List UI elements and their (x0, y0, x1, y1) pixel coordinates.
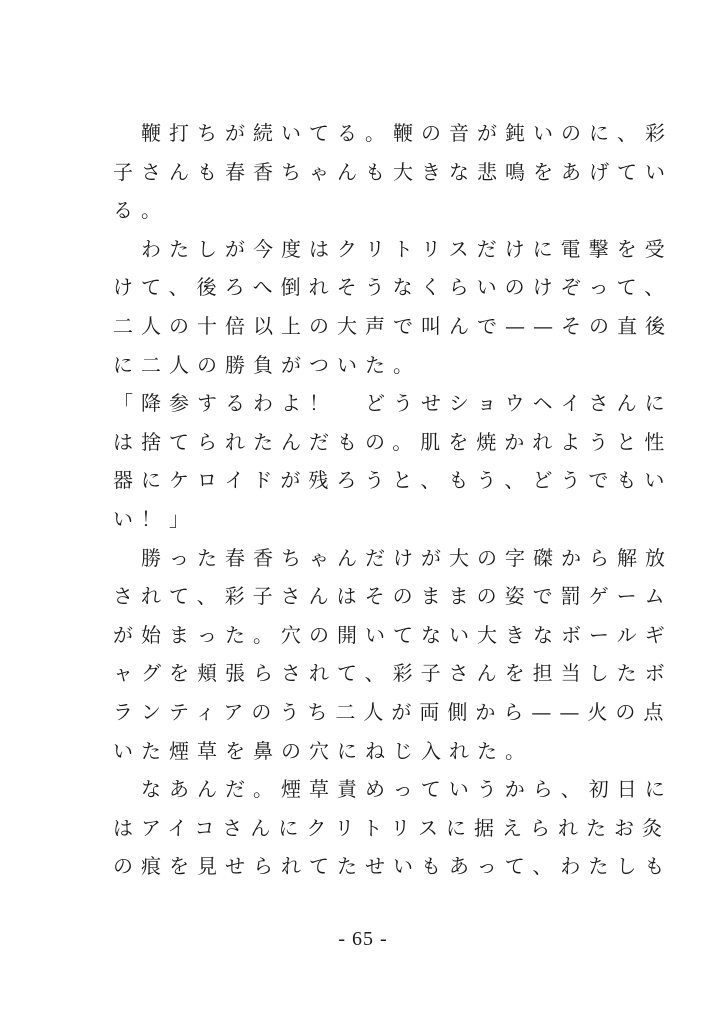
text-line: ャグを頬張らされて、彩子さんを担当したボ (113, 661, 673, 686)
text-line: 勝った春香ちゃんだけが大の字磔から解放 (113, 545, 673, 570)
body-text (113, 114, 673, 886)
text-line: 二人の十倍以上の大声で叫んで——その直後 (113, 313, 673, 338)
text-line: はアイコさんにクリトリスに据えられたお灸 (113, 815, 670, 840)
text-line: 子さんも春香ちゃんも大きな悲鳴をあげてい (113, 159, 673, 184)
text-line: 「降参するわよ！ どうせショウヘイさんに (113, 391, 673, 416)
text-line: に二人の勝負がついた。 (113, 352, 421, 377)
text-line: る。 (113, 198, 169, 223)
text-line: は捨てられたんだもの。肌を焼かれようと性 (113, 429, 673, 454)
text-line: 鞭打ちが続いてる。鞭の音が鈍いのに、彩 (113, 121, 673, 145)
text-line: けて、後ろへ倒れそうなくらいのけぞって、 (113, 275, 673, 300)
text-line: わたしが今度はクリトリスだけに電撃を受 (113, 236, 673, 261)
page-number: - 65 - (338, 928, 388, 950)
text-line: ランティアのうち二人が両側から——火の点 (113, 699, 672, 724)
text-line: なあんだ。煙草責めっていうから、初日に (113, 777, 673, 802)
text-line: い！」 (113, 506, 197, 531)
text-line: されて、彩子さんはそのままの姿で罰ゲーム (113, 584, 673, 609)
text-line: 器にケロイドが残ろうと、もう、どうでもい (113, 468, 673, 493)
text-line: いた煙草を鼻の穴にねじ入れた。 (113, 738, 533, 763)
text-line: が始まった。穴の開いてない大きなボールギ (113, 622, 673, 647)
text-line: の痕を見せられてたせいもあって、わたしも (113, 854, 673, 879)
